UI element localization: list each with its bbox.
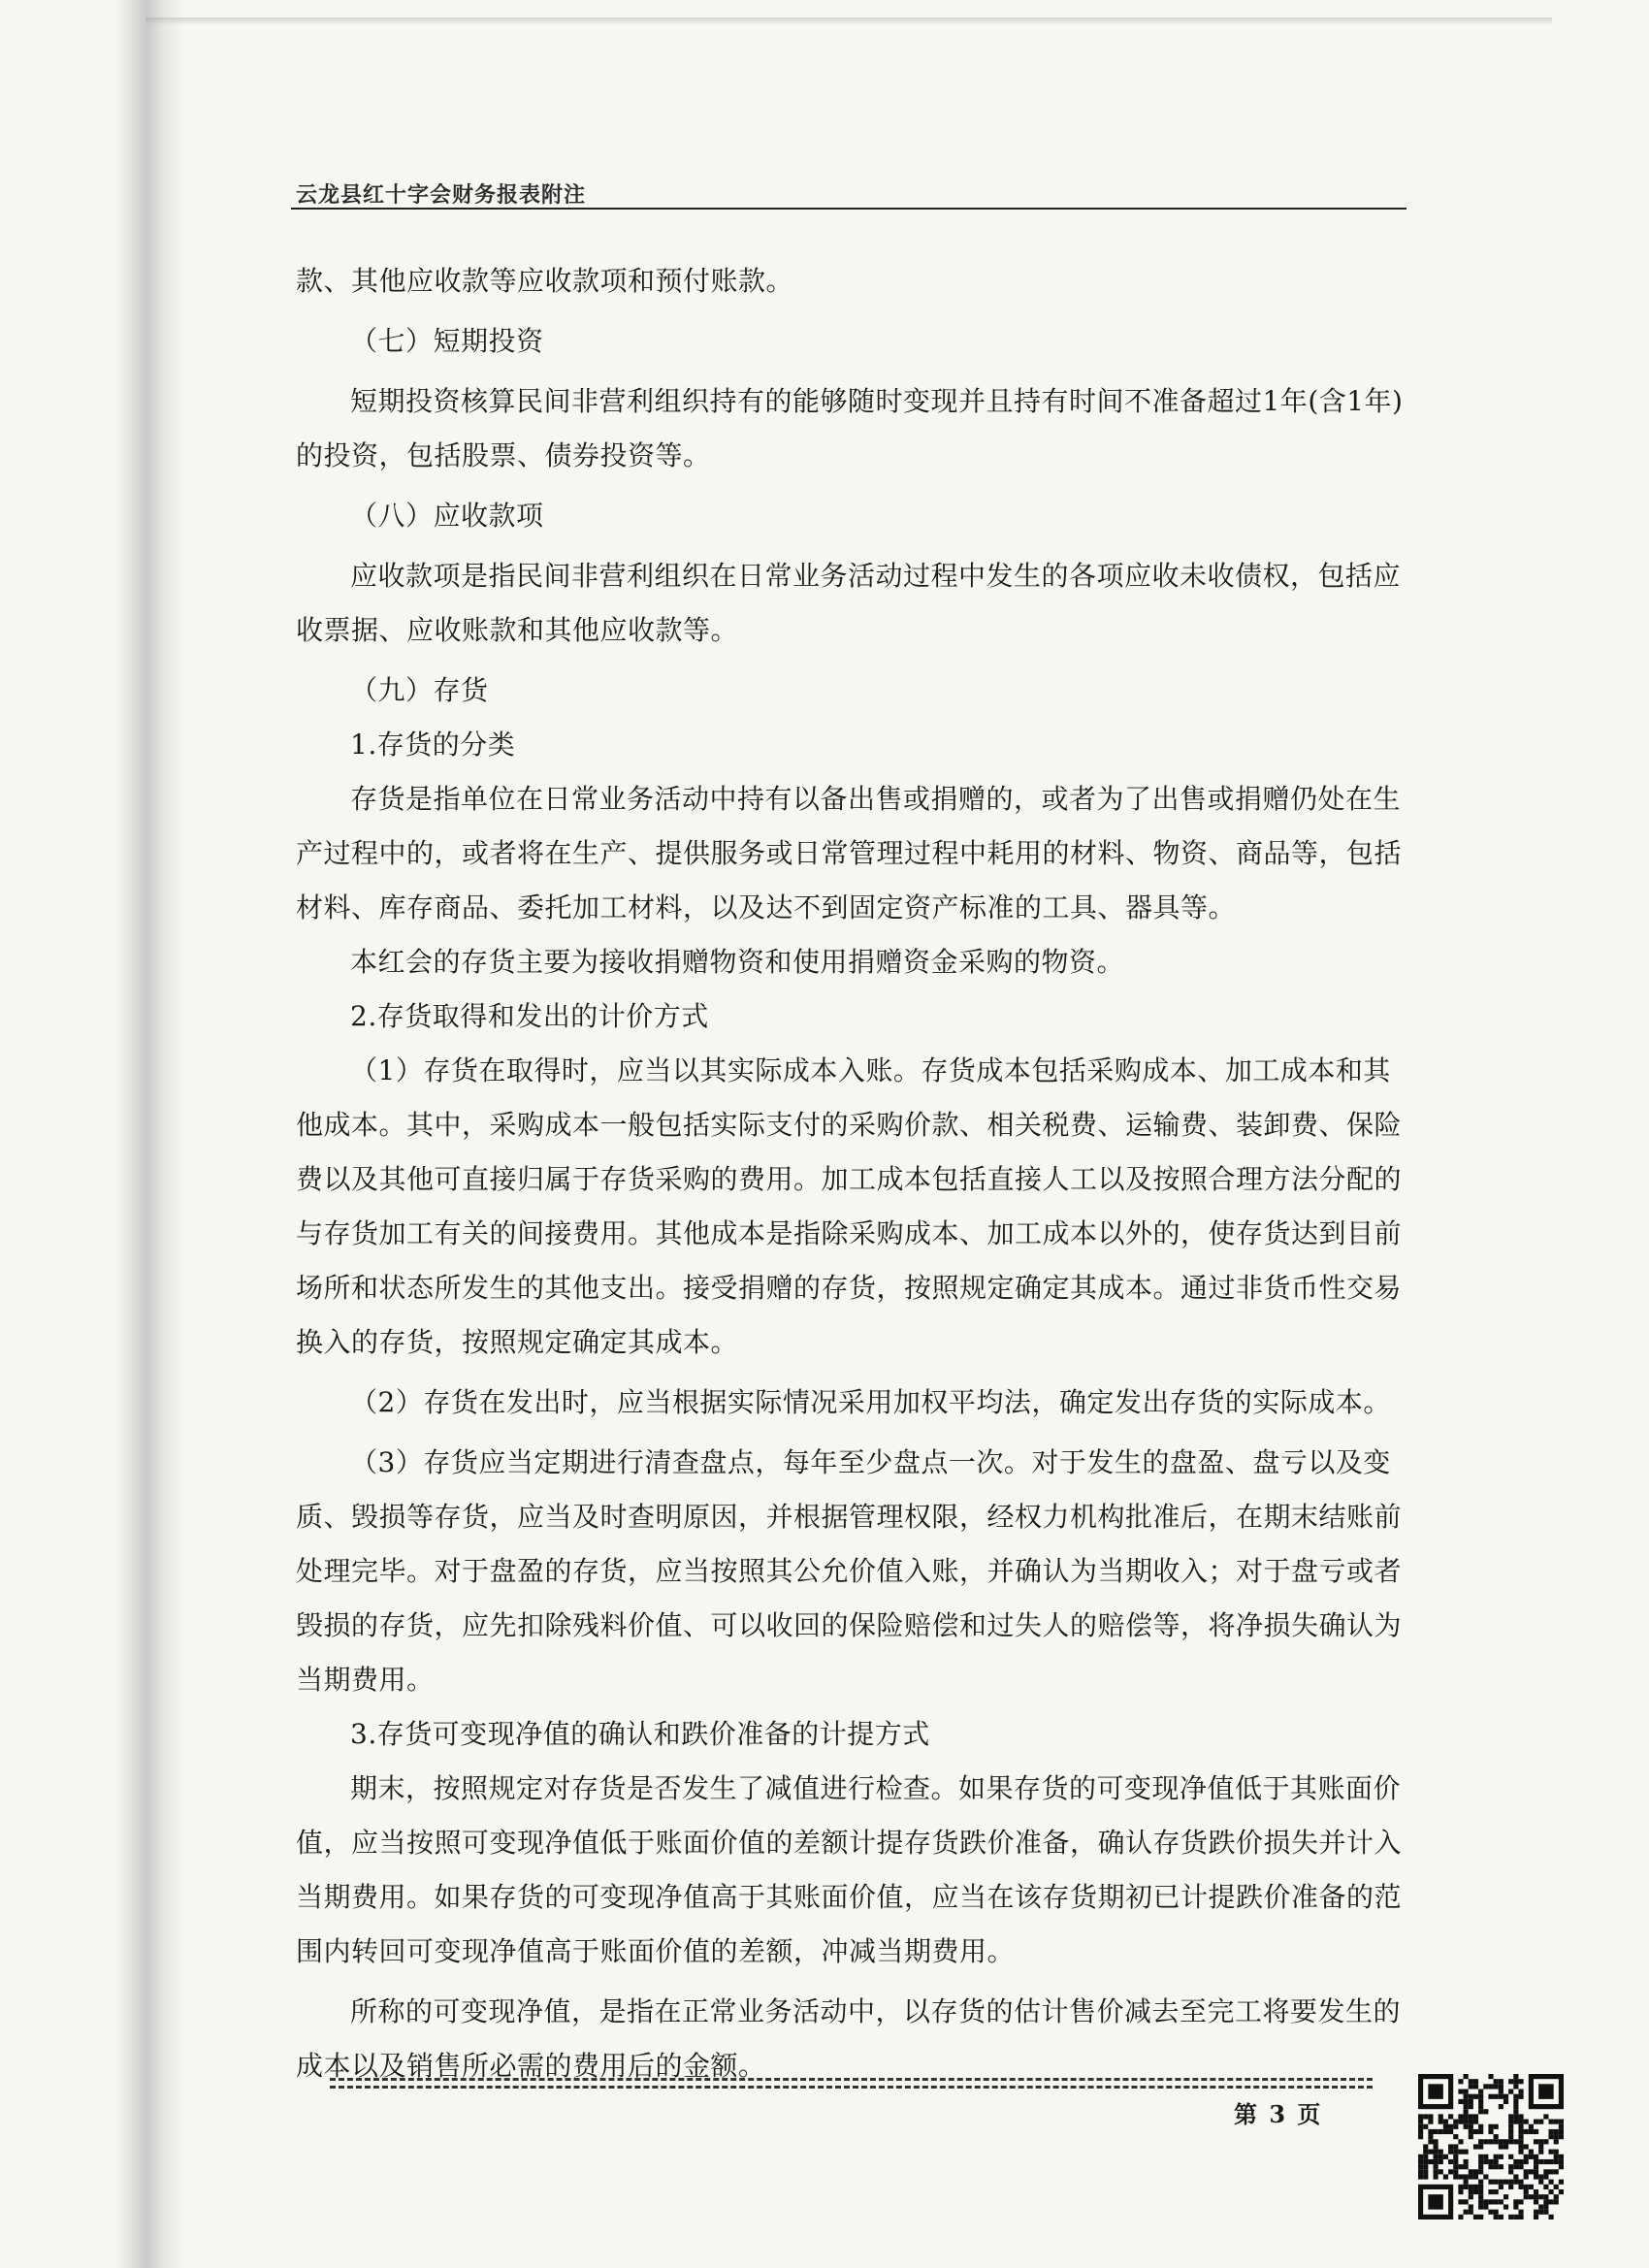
scan-top-edge	[146, 17, 1552, 25]
paragraph: 短期投资核算民间非营利组织持有的能够随时变现并且持有时间不准备超过1年(含1年)的投资，包括股票、债券投资等。	[296, 385, 1404, 471]
subsection-heading: 2.存货取得和发出的计价方式	[350, 1000, 709, 1032]
header-divider	[291, 208, 1406, 210]
page-header-title: 云龙县红十字会财务报表附注	[296, 183, 587, 208]
document-body	[296, 254, 1411, 2093]
section-heading-inventory: （九）存货	[350, 674, 489, 706]
page-number: 第 3 页	[1234, 2100, 1323, 2128]
paragraph: 期末，按照规定对存货是否发生了减值进行检查。如果存货的可变现净值低于其账面价值，应当按照可变现净值低于账面价值的差额计提存货跌价准备，确认存货跌价损失并计入当期费用。如果存货的可变现净值高于其账面价值，应当在该存货期初已计提跌价准备的范围内转回可变现净值高于账面价值的差额，冲减当期费用。	[296, 1772, 1403, 1967]
subsection-heading: 1.存货的分类	[350, 729, 516, 761]
footer-divider-bottom	[330, 2086, 1373, 2089]
scan-binding-shadow	[116, 0, 184, 2268]
paragraph: 本红会的存货主要为接收捐赠物资和使用捐赠资金采购的物资。	[350, 946, 1125, 978]
footer-divider-top	[330, 2078, 1373, 2081]
paragraph: 存货是指单位在日常业务活动中持有以备出售或捐赠的，或者为了出售或捐赠仍处在生产过程中的，或者将在生产、提供服务或日常管理过程中耗用的材料、物资、商品等，包括材料、库存商品、委托加工材料，以及达不到固定资产标准的工具、器具等。	[296, 783, 1403, 923]
paragraph: （1）存货在取得时，应当以其实际成本入账。存货成本包括采购成本、加工成本和其他成本。其中，采购成本一般包括实际支付的采购价款、相关税费、运输费、装卸费、保险费以及其他可直接归属于存货采购的费用。加工成本包括直接人工以及按照合理方法分配的与存货加工有关的间接费用。其他成本是指除采购成本、加工成本以外的，使存货达到目前场所和状态所发生的其他支出。接受捐赠的存货，按照规定确定其成本。通过非货币性交易换入的存货，按照规定确定其成本。	[296, 1054, 1403, 1358]
paragraph: （2）存货在发出时，应当根据实际情况采用加权平均法，确定发出存货的实际成本。	[350, 1386, 1391, 1418]
section-heading-receivables: （八）应收款项	[350, 500, 544, 532]
paragraph: 应收款项是指民间非营利组织在日常业务活动过程中发生的各项应收未收债权，包括应收票据、应收账款和其他应收款等。	[296, 560, 1402, 646]
subsection-heading: 3.存货可变现净值的确认和跌价准备的计提方式	[350, 1718, 930, 1750]
paragraph: 所称的可变现净值，是指在正常业务活动中，以存货的估计售价减去至完工将要发生的成本以及销售所必需的费用后的金额。	[296, 1995, 1402, 2082]
section-heading-short-term-investment: （七）短期投资	[350, 325, 544, 357]
paragraph: 款、其他应收款等应收款项和预付账款。	[296, 265, 794, 297]
qr-code-icon	[1418, 2074, 1564, 2219]
paragraph: （3）存货应当定期进行清查盘点，每年至少盘点一次。对于发生的盘盈、盘亏以及变质、毁损等存货，应当及时查明原因，并根据管理权限，经权力机构批准后，在期末结账前处理完毕。对于盘盈的存货，应当按照其公允价值入账，并确认为当期收入；对于盘亏或者毁损的存货，应先扣除残料价值、可以收回的保险赔偿和过失人的赔偿等，将净损失确认为当期费用。	[296, 1446, 1403, 1696]
